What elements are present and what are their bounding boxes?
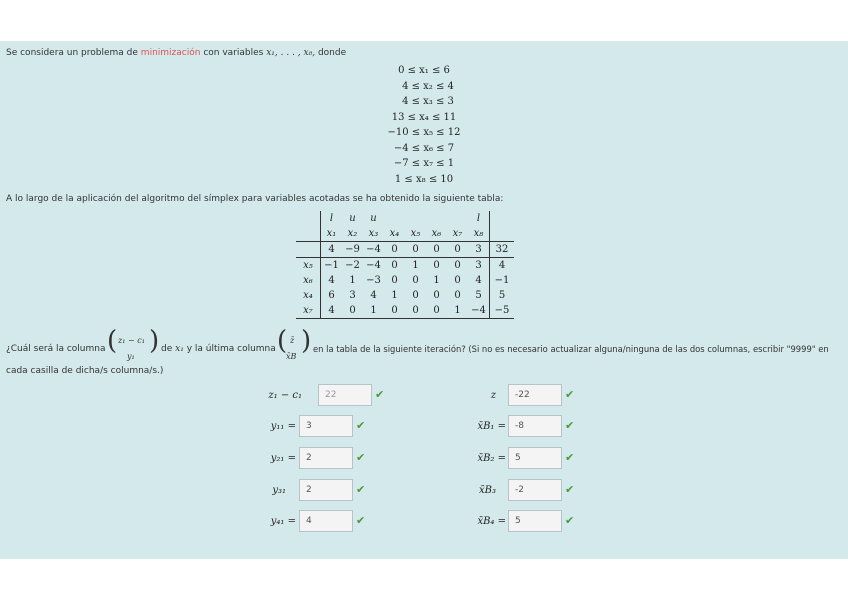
table-cell: −1 (324, 260, 339, 271)
label-y11: y₁₁ = (270, 421, 296, 432)
row-rhs: 4 (490, 258, 515, 274)
question-line-1 (6, 344, 105, 354)
label-y31: y₃₁ (272, 485, 286, 496)
bound-x2: u (349, 213, 356, 224)
check-icon: ✔ (356, 514, 366, 527)
table-cell: 0 (433, 290, 440, 301)
bound-x8: l (476, 213, 481, 224)
z-row (296, 242, 514, 258)
header-x6: x₆ (431, 228, 442, 239)
tableau-intro: A lo largo de la aplicación del algoritmo del símplex para variables acotadas se ha obtenido la siguiente tabla: (6, 194, 504, 204)
constraint-3: 4 ≤ x₃ ≤ 3 (402, 96, 454, 107)
label-xb4: x̄B₄ = (477, 516, 506, 527)
table-cell: −4 (366, 260, 381, 271)
corner-cell (296, 211, 321, 226)
bound-x1: l (329, 213, 334, 224)
table-cell: 1 (447, 303, 468, 319)
bound-x5 (405, 211, 426, 226)
table-cell: 0 (391, 275, 398, 286)
label-y41: y₄₁ = (270, 516, 296, 527)
z-cell: 4 (321, 242, 343, 258)
table-cell: 0 (342, 303, 363, 319)
constraint-6: −4 ≤ x₆ ≤ 7 (393, 143, 455, 154)
intro-text (6, 48, 346, 58)
table-cell: 0 (405, 303, 426, 319)
table-cell: 1 (433, 275, 440, 286)
table-cell: 5 (475, 290, 482, 301)
check-icon: ✔ (565, 388, 575, 401)
input-y41[interactable]: 4 (299, 510, 353, 532)
vector-bottom: x̄B (286, 352, 297, 361)
table-cell: 0 (433, 260, 440, 271)
label-z1-c1: z₁ − c₁ (268, 390, 302, 401)
constraint-8: 1 ≤ x₈ ≤ 10 (394, 174, 454, 185)
intro-before: Se considera un problema de (6, 48, 138, 58)
header-row (296, 226, 514, 242)
z-cell: −9 (342, 242, 363, 258)
table-cell: 1 (412, 260, 419, 271)
paren-left: ( (277, 326, 288, 356)
table-cell: 0 (391, 260, 398, 271)
input-xb4[interactable]: 5 (508, 510, 562, 532)
bound-rhs (490, 211, 515, 226)
table-cell: 1 (391, 290, 398, 301)
header-x2: x₂ (347, 228, 358, 239)
table-cell: 3 (475, 260, 482, 271)
question-part4: en la tabla de la siguiente iteración? (Si no es necesario actualizar alguna/ninguna de las dos columnas, escribir "9999" en (313, 344, 829, 354)
label-y21: y₂₁ = (270, 453, 296, 464)
table-cell: 3 (349, 290, 356, 301)
row-label: x₆ (296, 273, 321, 288)
table-cell: 4 (370, 290, 377, 301)
intro-after: con variables (203, 48, 264, 58)
constraint-7: −7 ≤ x₇ ≤ 1 (393, 158, 455, 169)
vector-z-xb (277, 326, 312, 365)
intro-tail: donde (317, 48, 347, 58)
vector-top: z̄ (290, 336, 295, 345)
bound-x7 (447, 211, 468, 226)
bound-row (296, 211, 514, 226)
vector-top: z₁ − c₁ (118, 336, 145, 345)
table-cell: 6 (328, 290, 335, 301)
question-part2: de (161, 344, 173, 354)
input-y11[interactable]: 3 (299, 415, 353, 437)
question-part2-var: x₁ (175, 344, 184, 354)
row-label: x₇ (296, 303, 321, 319)
check-icon: ✔ (375, 388, 385, 401)
simplex-tableau (296, 211, 514, 319)
question-part3: y la última columna (186, 344, 276, 354)
header-x1: x₁ (326, 228, 337, 239)
header-x7: x₇ (452, 228, 463, 239)
table-cell: 0 (384, 303, 405, 319)
z-cell: 0 (426, 242, 447, 258)
bound-x3: u (370, 213, 377, 224)
table-cell: 1 (349, 275, 356, 286)
label-xb2: x̄B₂ = (477, 453, 506, 464)
constraint-4: 13 ≤ x₄ ≤ 11 (391, 112, 457, 123)
check-icon: ✔ (565, 451, 575, 464)
input-xb3[interactable]: -2 (508, 479, 562, 501)
header-x4: x₄ (389, 228, 400, 239)
input-xb2[interactable]: 5 (508, 447, 562, 469)
table-cell: 0 (426, 303, 447, 319)
z-rhs: 32 (490, 242, 515, 258)
table-cell: 4 (328, 275, 335, 286)
paren-right: ) (149, 326, 160, 356)
z-cell: 0 (447, 242, 468, 258)
intro-highlight: minimización (140, 48, 201, 58)
table-row (296, 273, 514, 288)
constraint-2: 4 ≤ x₂ ≤ 4 (402, 81, 454, 92)
table-cell: 0 (454, 290, 461, 301)
constraint-1: 0 ≤ x₁ ≤ 6 (398, 65, 450, 76)
bound-x6 (426, 211, 447, 226)
check-icon: ✔ (565, 483, 575, 496)
header-corner (296, 226, 321, 242)
header-rhs (490, 226, 515, 242)
check-icon: ✔ (356, 451, 366, 464)
header-x5: x₅ (410, 228, 421, 239)
table-cell: 0 (412, 275, 419, 286)
check-icon: ✔ (356, 419, 366, 432)
input-y21[interactable]: 2 (299, 447, 353, 469)
table-cell: 4 (321, 303, 343, 319)
header-x8: x₈ (473, 228, 484, 239)
table-cell: −2 (345, 260, 360, 271)
check-icon: ✔ (356, 483, 366, 496)
table-cell: 0 (454, 275, 461, 286)
vector-z1c1-y1 (107, 326, 160, 365)
table-cell: −3 (366, 275, 381, 286)
z-cell: 0 (405, 242, 426, 258)
row-rhs: −1 (490, 273, 515, 288)
question-line-2: cada casilla de dicha/s columna/s.) (6, 366, 164, 376)
row-rhs: 5 (490, 288, 515, 303)
check-icon: ✔ (565, 419, 575, 432)
table-cell: −4 (468, 303, 490, 319)
z-cell: 0 (384, 242, 405, 258)
row-label: x₅ (296, 258, 321, 274)
paren-right: ) (301, 326, 312, 356)
paren-left: ( (107, 326, 118, 356)
question-part1: ¿Cuál será la columna (6, 344, 106, 354)
check-icon: ✔ (565, 514, 575, 527)
table-cell: 1 (363, 303, 384, 319)
z-cell: −4 (363, 242, 384, 258)
table-row (296, 258, 514, 274)
intro-vars: x₁, . . . , x₈, (266, 48, 316, 58)
table-cell: 0 (454, 260, 461, 271)
row-label: x₄ (296, 288, 321, 303)
label-xb1: x̄B₁ = (477, 421, 506, 432)
bound-x4 (384, 211, 405, 226)
label-z: z (490, 390, 496, 401)
label-xb3: x̄B₃ (479, 485, 496, 496)
z-row-label (296, 242, 321, 258)
table-cell: 4 (475, 275, 482, 286)
table-row (296, 303, 514, 319)
table-cell: 0 (412, 290, 419, 301)
input-z[interactable]: -22 (508, 384, 562, 406)
input-xb1[interactable]: -8 (508, 415, 562, 437)
constraint-5: −10 ≤ x₅ ≤ 12 (387, 127, 461, 138)
row-rhs: −5 (490, 303, 515, 319)
question-line-1b (161, 344, 276, 354)
z-cell: 3 (468, 242, 490, 258)
table-row (296, 288, 514, 303)
header-x3: x₃ (368, 228, 379, 239)
input-z1-c1[interactable]: 22 (318, 384, 372, 406)
input-y31[interactable]: 2 (299, 479, 353, 501)
vector-bottom: y₁ (127, 352, 135, 361)
